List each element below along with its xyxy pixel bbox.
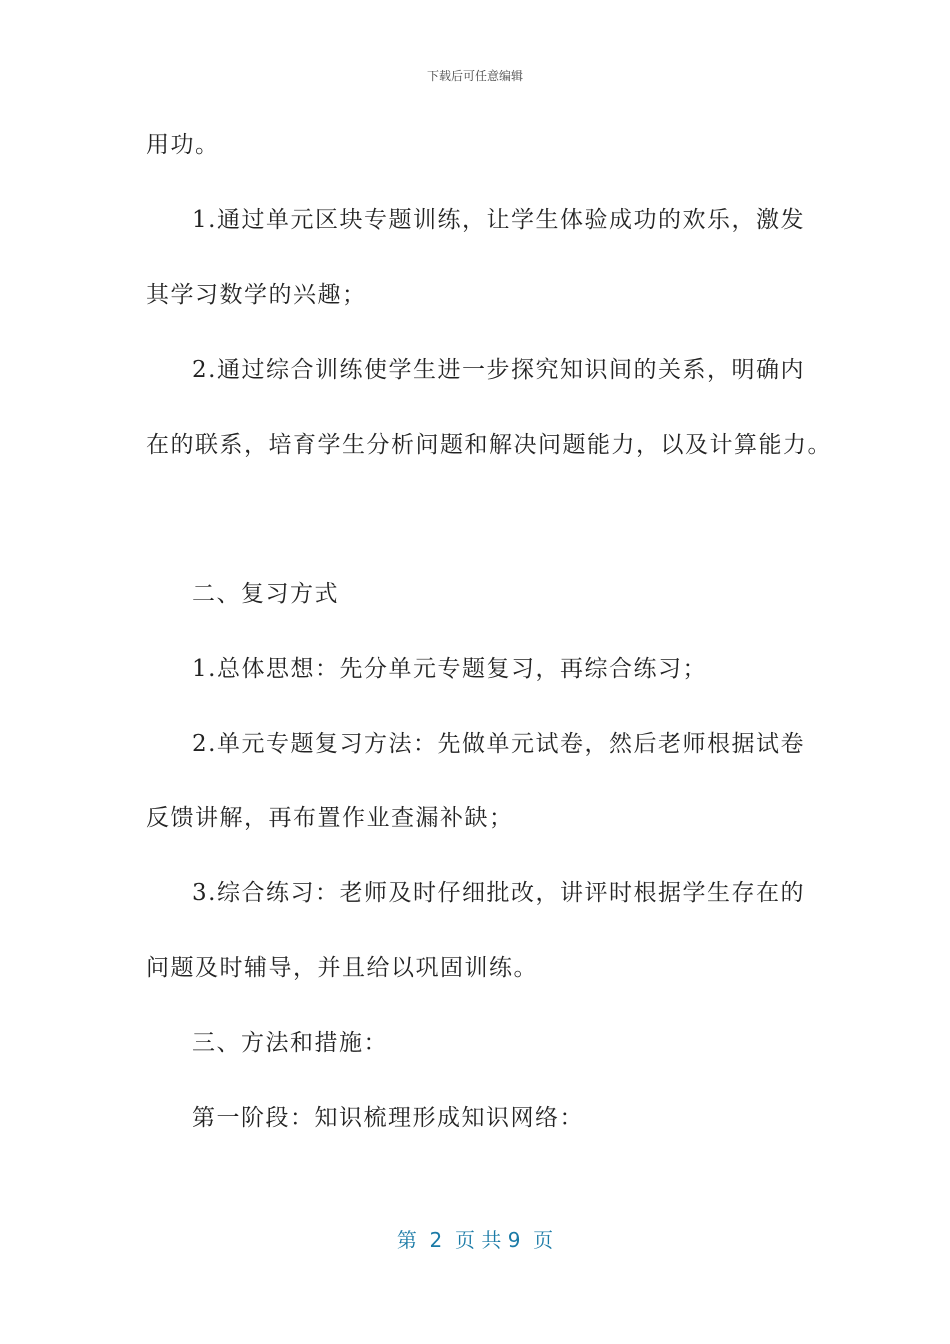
- paragraph-line: 第一阶段：知识梳理形成知识网络：: [192, 1105, 584, 1131]
- paragraph-line: 1.通过单元区块专题训练，让学生体验成功的欢乐，激发: [192, 207, 805, 233]
- paragraph-line: 3.综合练习：老师及时仔细批改，讲评时根据学生存在的: [192, 880, 805, 906]
- paragraph-line: 在的联系，培育学生分析问题和解决问题能力，以及计算能力。: [146, 432, 832, 458]
- paragraph-line: 用功。: [146, 132, 220, 158]
- paragraph-line: 2.单元专题复习方法：先做单元试卷，然后老师根据试卷: [192, 731, 805, 757]
- page-header-note: 下载后可任意编辑: [426, 69, 523, 83]
- section-heading: 三、方法和措施：: [192, 1030, 388, 1056]
- paragraph-line: 问题及时辅导，并且给以巩固训练。: [146, 955, 538, 981]
- paragraph-line: 2.通过综合训练使学生进一步探究知识间的关系，明确内: [192, 357, 805, 383]
- paragraph-line: 1.总体思想：先分单元专题复习，再综合练习；: [192, 656, 707, 682]
- section-heading: 二、复习方式: [192, 581, 339, 607]
- page-number-footer: 第 2 页 共 9 页: [396, 1228, 554, 1252]
- paragraph-line: 反馈讲解，再布置作业查漏补缺；: [146, 805, 514, 831]
- paragraph-line: 其学习数学的兴趣；: [146, 282, 367, 308]
